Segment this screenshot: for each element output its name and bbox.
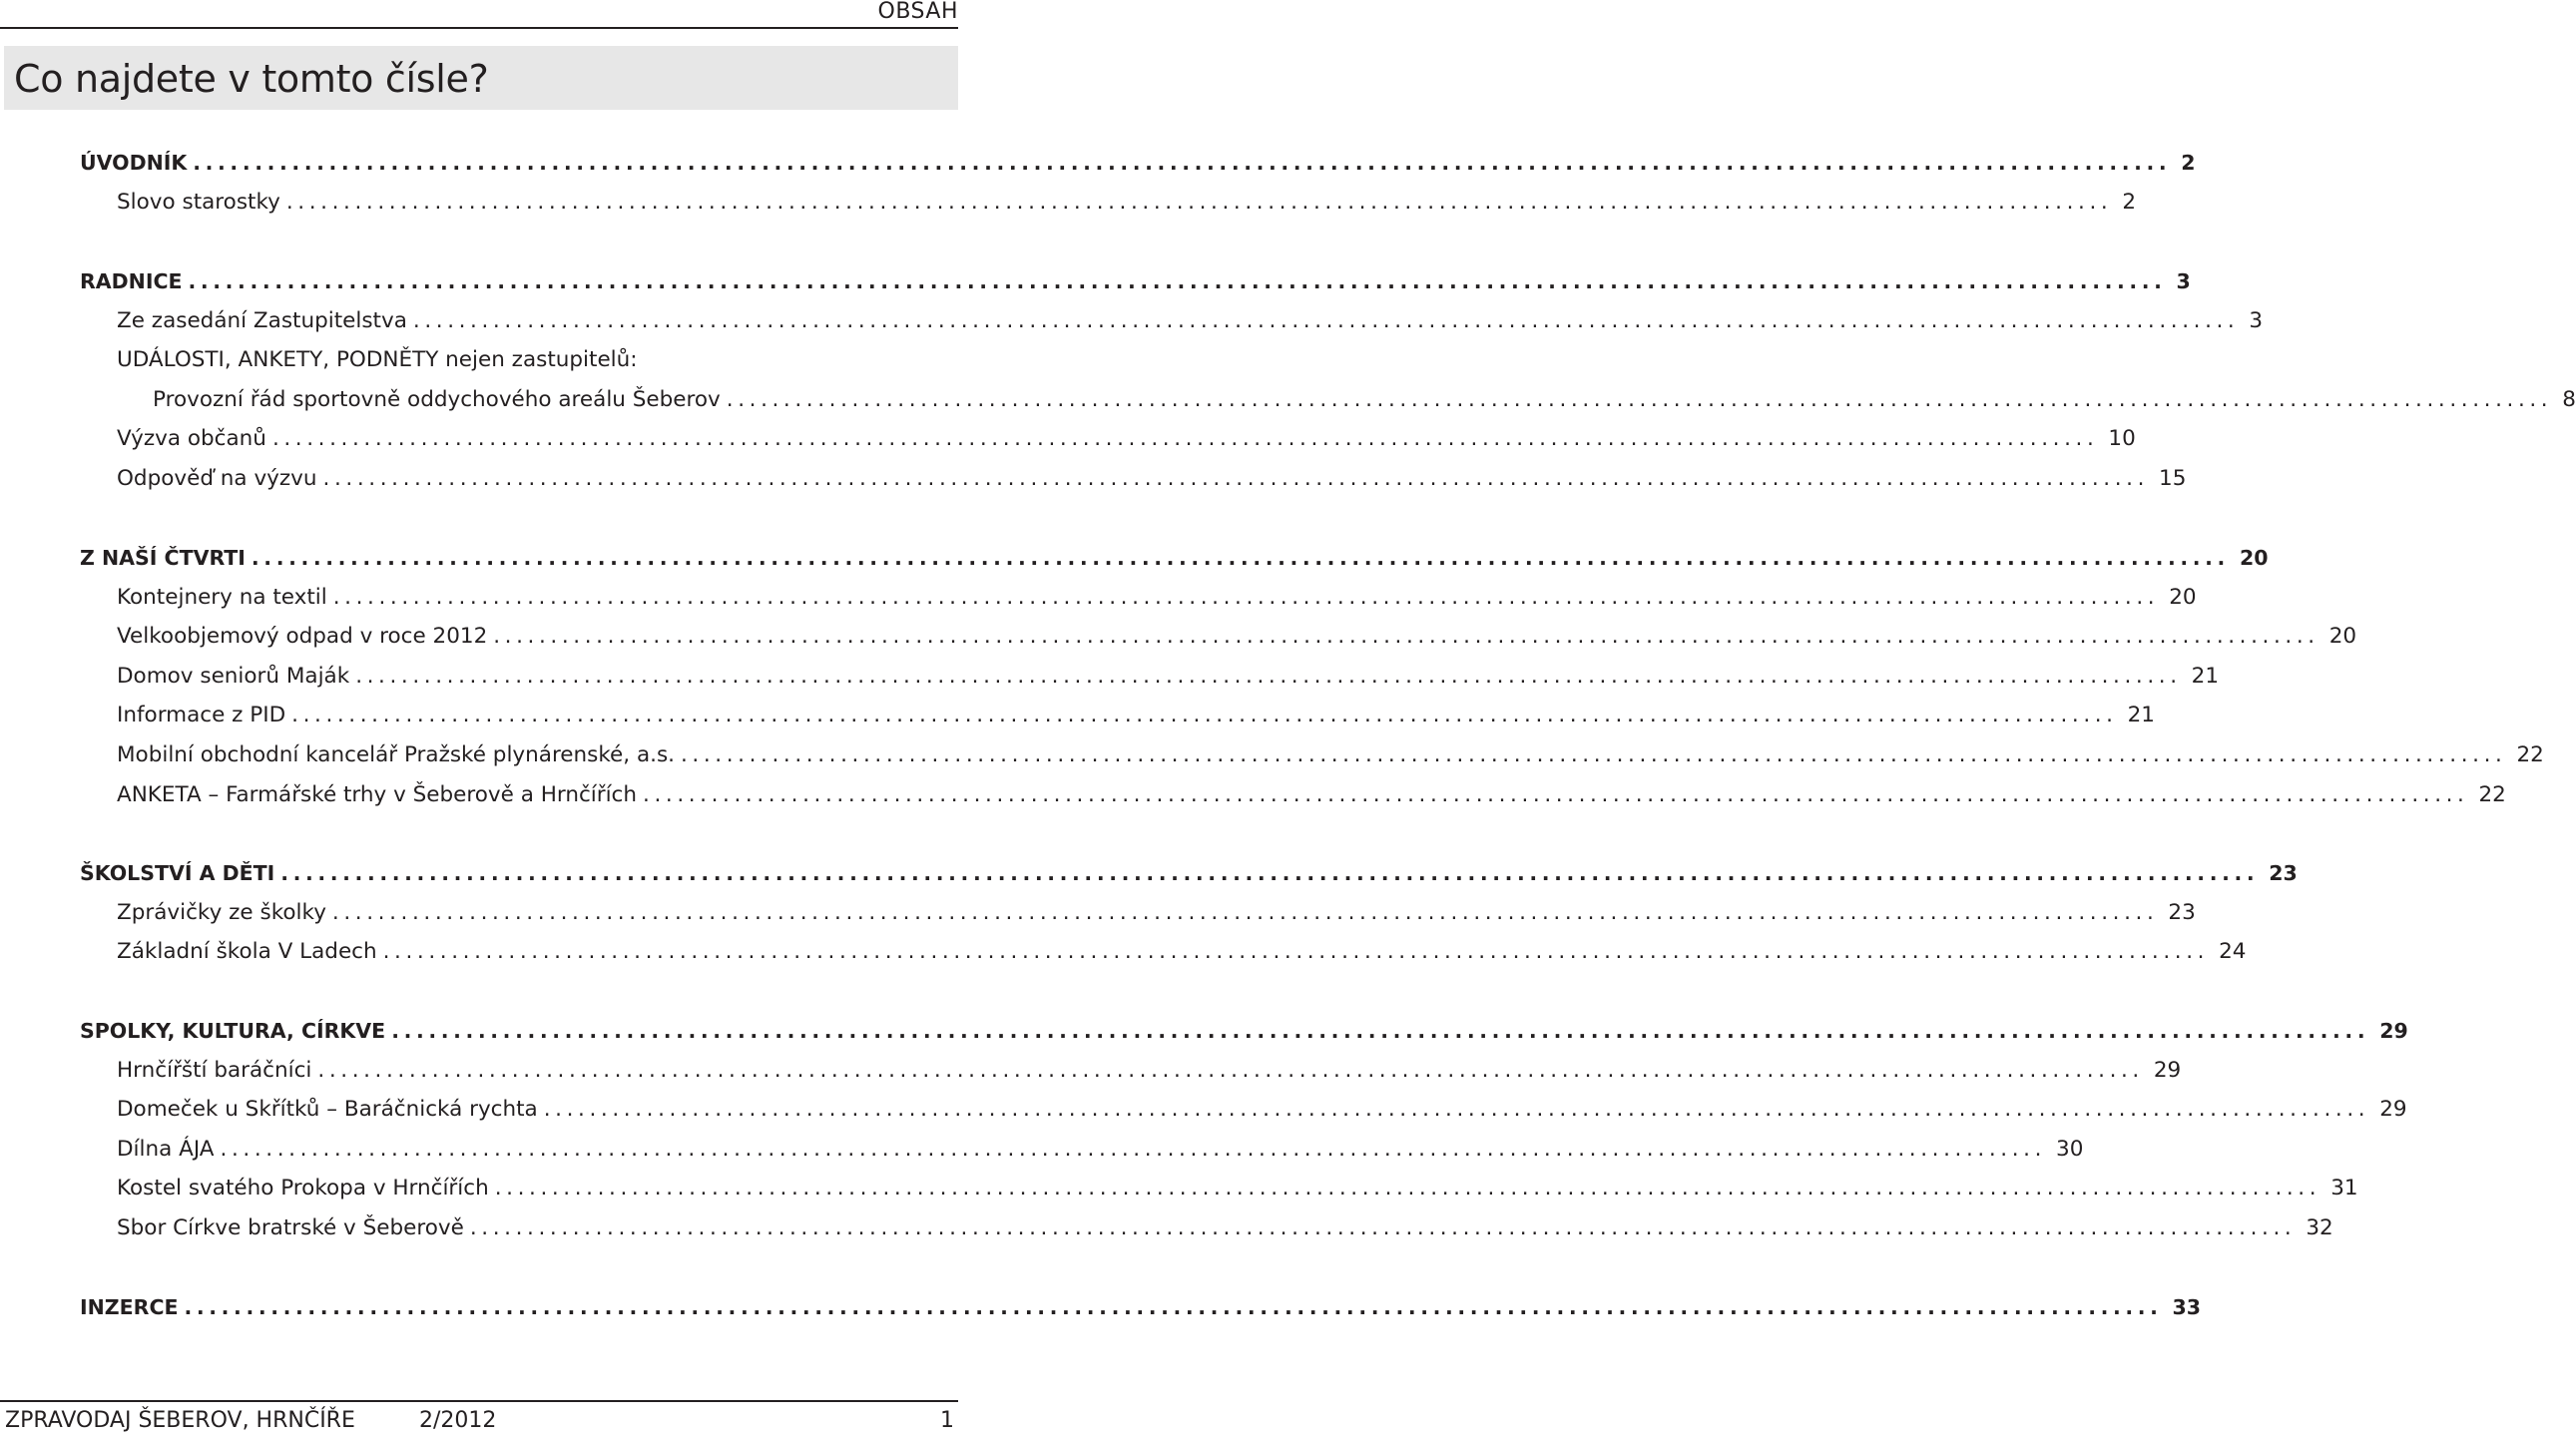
dot-leader: ................................................................................................................................................................	[681, 742, 2507, 767]
toc-page-number: 20	[2169, 585, 2197, 610]
dot-leader: ................................................................................................................................................................	[271, 426, 2099, 451]
toc-entry	[0, 383, 2576, 417]
toc-entry-title: UDÁLOSTI, ANKETY, PODNĚTY nejen zastupitelů:	[117, 347, 638, 372]
toc-page-number: 3	[2249, 308, 2264, 333]
toc-entry-title: ANKETA – Farmářské trhy v Šeberově a Hrnčířích	[117, 782, 638, 807]
dot-leader: ................................................................................................................................................................	[412, 308, 2240, 333]
toc-entry	[0, 620, 2357, 654]
toc-entry-title: Velkoobjemový odpad v roce 2012	[117, 624, 488, 649]
issue-number: 2/2012	[419, 1408, 497, 1433]
toc-section-title: Z NAŠÍ ČTVRTI	[80, 546, 246, 570]
toc-entry-title: Dílna ÁJA	[117, 1137, 215, 1162]
toc-page-number: 33	[2172, 1295, 2202, 1319]
toc-page-number: 10	[2108, 426, 2136, 451]
toc-page-number: 29	[2379, 1097, 2407, 1122]
toc-section-title: RADNICE	[80, 269, 183, 293]
toc-entry	[0, 1054, 2182, 1088]
dot-leader: ................................................................................................................................................................	[643, 782, 2469, 807]
toc-entry-title: Provozní řád sportovně oddychového areálu Šeberov	[153, 387, 721, 412]
toc-page-number: 20	[2239, 546, 2269, 570]
toc-page-number: 21	[2191, 664, 2220, 689]
dot-leader: ................................................................................................................................................................	[493, 624, 2319, 649]
toc-entry-title: Informace z PID	[117, 703, 286, 727]
toc-entry	[0, 462, 2187, 496]
toc-entry	[0, 699, 2155, 732]
dot-leader: ................................................................................................................................................................	[251, 546, 2230, 570]
toc-entry-title: Kontejnery na textil	[117, 585, 327, 610]
toc-page-number: 20	[2328, 624, 2357, 649]
dot-leader: ................................................................................................................................................................	[543, 1097, 2370, 1122]
toc-page-number: 23	[2269, 861, 2298, 885]
toc-page-number: 3	[2176, 269, 2191, 293]
dot-leader: ................................................................................................................................................................	[285, 190, 2113, 215]
toc-section	[0, 146, 2196, 180]
dot-leader: ................................................................................................................................................................	[355, 664, 2182, 689]
toc-section-title: INZERCE	[80, 1295, 179, 1319]
toc-page-number: 22	[2516, 742, 2544, 767]
toc-entry	[0, 1133, 2084, 1167]
dot-leader: ................................................................................................................................................................	[280, 861, 2260, 885]
dot-leader: ................................................................................................................................................................	[188, 269, 2167, 293]
dot-leader: ................................................................................................................................................................	[332, 585, 2160, 610]
dot-leader: ................................................................................................................................................................	[469, 1215, 2297, 1240]
toc-section-title: SPOLKY, KULTURA, CÍRKVE	[80, 1019, 386, 1043]
toc-section	[0, 1290, 2202, 1324]
toc-section	[0, 541, 2269, 575]
publication-name: ZPRAVODAJ ŠEBEROV, HRNČÍŘE	[5, 1408, 355, 1433]
toc-page-number: 29	[2379, 1019, 2408, 1043]
toc-entry-title: Kostel svatého Prokopa v Hrnčířích	[117, 1176, 489, 1201]
toc-entry-title: Odpověď na výzvu	[117, 466, 317, 491]
toc-page-number: 30	[2056, 1137, 2084, 1162]
section-label: OBSAH	[877, 0, 958, 24]
toc-entry-title: Zprávičky ze školky	[117, 900, 326, 925]
dot-leader: ................................................................................................................................................................	[184, 1295, 2163, 1319]
toc-entry	[0, 738, 2544, 772]
toc-page-number: 15	[2159, 466, 2187, 491]
toc-page-number: 29	[2153, 1058, 2182, 1083]
toc-entry-title: Základní škola V Ladech	[117, 939, 377, 964]
bottom-rule	[0, 1400, 958, 1402]
toc-entry	[0, 1211, 2333, 1245]
dot-leader: ................................................................................................................................................................	[331, 900, 2159, 925]
toc-entry	[0, 660, 2220, 694]
toc-entry	[0, 935, 2247, 969]
toc-entry	[0, 1172, 2358, 1205]
toc-section	[0, 1014, 2408, 1048]
toc-entry-title: Slovo starostky	[117, 190, 280, 215]
top-rule	[0, 27, 958, 29]
toc-page-number: 31	[2330, 1176, 2358, 1201]
toc-page-number: 2	[2181, 151, 2196, 175]
toc-entry-title: Domeček u Skřítků – Baráčnická rychta	[117, 1097, 538, 1122]
dot-leader: ................................................................................................................................................................	[317, 1058, 2144, 1083]
dot-leader: ................................................................................................................................................................	[193, 151, 2172, 175]
toc-entry	[0, 304, 2264, 338]
dot-leader: ................................................................................................................................................................	[382, 939, 2210, 964]
toc-section	[0, 264, 2191, 298]
dot-leader: ................................................................................................................................................................	[726, 387, 2553, 412]
dot-leader: ................................................................................................................................................................	[291, 703, 2118, 727]
toc-page-number: 2	[2122, 190, 2137, 215]
toc-entry	[0, 422, 2136, 456]
toc-section-title: ÚVODNÍK	[80, 151, 188, 175]
page-title: Co najdete v tomto čísle?	[14, 57, 489, 101]
dot-leader: ................................................................................................................................................................	[391, 1019, 2370, 1043]
toc-entry	[0, 778, 2506, 812]
toc-section-title: ŠKOLSTVÍ A DĚTI	[80, 861, 275, 885]
footer	[0, 1404, 958, 1438]
toc-entry-title: Domov seniorů Maják	[117, 664, 350, 689]
toc-page-number: 23	[2168, 900, 2196, 925]
toc-page-number: 32	[2306, 1215, 2333, 1240]
toc-entry	[0, 896, 2196, 930]
toc-entry	[0, 343, 977, 377]
page-number: 1	[940, 1408, 954, 1433]
toc-entry-title: Sbor Církve bratrské v Šeberově	[117, 1215, 464, 1240]
toc-page-number: 8	[2562, 387, 2576, 412]
toc-entry	[0, 186, 2137, 220]
toc-entry-title: Výzva občanů	[117, 426, 266, 451]
dot-leader: ................................................................................................................................................................	[322, 466, 2150, 491]
dot-leader: ................................................................................................................................................................	[494, 1176, 2321, 1201]
title-bar	[4, 46, 958, 110]
toc-entry	[0, 581, 2197, 615]
toc-section	[0, 856, 2298, 890]
toc-page-number: 21	[2127, 703, 2155, 727]
toc-entry-title: Ze zasedání Zastupitelstva	[117, 308, 407, 333]
toc-entry	[0, 1093, 2407, 1127]
toc-page-number: 22	[2478, 782, 2506, 807]
toc-entry-title: Hrnčířští baráčníci	[117, 1058, 312, 1083]
toc-page-number: 24	[2219, 939, 2247, 964]
dot-leader: ................................................................................................................................................................	[220, 1137, 2047, 1162]
toc-entry-title: Mobilní obchodní kancelář Pražské plynárenské, a.s.	[117, 742, 675, 767]
